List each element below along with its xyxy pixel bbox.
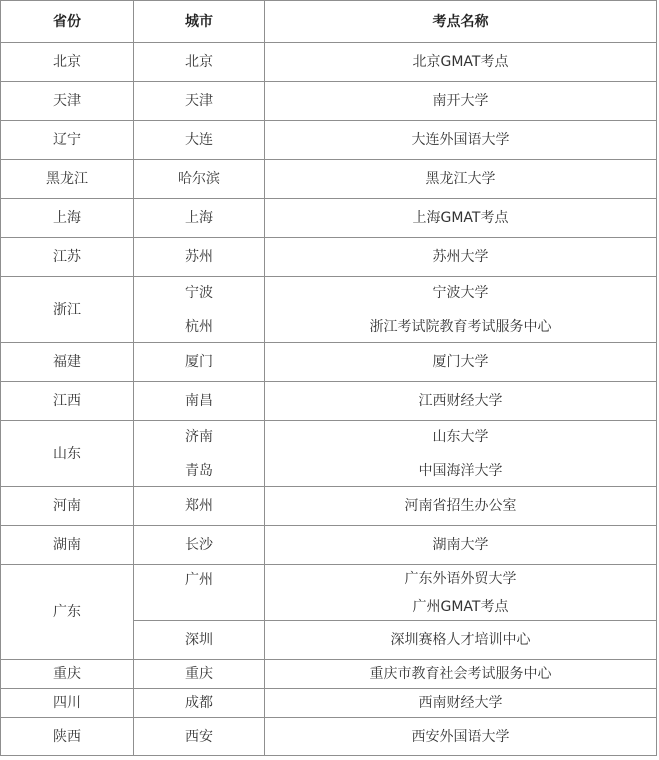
site-cell xyxy=(265,277,657,342)
province-cell: 江苏 xyxy=(1,238,134,276)
province-cell: 广东 xyxy=(1,565,134,659)
table-row xyxy=(1,160,657,199)
city-cell: 重庆 xyxy=(134,660,265,688)
table-row xyxy=(1,82,657,121)
site-entry: 广东外语外贸大学 xyxy=(404,570,517,587)
city-cell: 大连 xyxy=(134,121,265,159)
city-cell: 郑州 xyxy=(134,487,265,525)
province-cell: 湖南 xyxy=(1,526,134,564)
table-row xyxy=(1,718,657,756)
site-entry: 浙江考试院教育考试服务中心 xyxy=(369,318,552,335)
site-cell: 河南省招生办公室 xyxy=(265,487,657,525)
header-city: 城市 xyxy=(134,1,265,42)
city-cell: 深圳 xyxy=(134,621,265,659)
province-cell: 北京 xyxy=(1,43,134,81)
table-row xyxy=(1,43,657,82)
city-cell: 长沙 xyxy=(134,526,265,564)
city-cell: 天津 xyxy=(134,82,265,120)
table-row xyxy=(1,689,657,718)
site-cell: 西南财经大学 xyxy=(265,689,657,717)
site-cell: 厦门大学 xyxy=(265,343,657,381)
site-cell: 南开大学 xyxy=(265,82,657,120)
table-row xyxy=(1,199,657,238)
city-cell: 苏州 xyxy=(134,238,265,276)
table-header-row xyxy=(1,1,657,43)
table-row xyxy=(1,526,657,565)
table-row xyxy=(1,421,657,487)
table-row xyxy=(1,121,657,160)
site-entry: 中国海洋大学 xyxy=(418,462,503,479)
site-cell: 湖南大学 xyxy=(265,526,657,564)
city-cell: 成都 xyxy=(134,689,265,717)
site-entry: 宁波大学 xyxy=(432,284,489,301)
site-cell: 重庆市教育社会考试服务中心 xyxy=(265,660,657,688)
table-row xyxy=(1,238,657,277)
province-cell: 四川 xyxy=(1,689,134,717)
city-cell: 广州 xyxy=(134,565,265,620)
table-row xyxy=(1,277,657,343)
table-row xyxy=(1,565,657,660)
site-cell: 上海GMAT考点 xyxy=(265,199,657,237)
province-cell: 黑龙江 xyxy=(1,160,134,198)
city-cell: 上海 xyxy=(134,199,265,237)
site-cell xyxy=(265,421,657,486)
city-cell: 南昌 xyxy=(134,382,265,420)
city-cell xyxy=(134,421,265,486)
province-cell: 陕西 xyxy=(1,718,134,755)
province-cell: 上海 xyxy=(1,199,134,237)
city-cell: 北京 xyxy=(134,43,265,81)
table-row xyxy=(1,382,657,421)
city-entry: 青岛 xyxy=(185,462,213,479)
province-cell: 河南 xyxy=(1,487,134,525)
table-row xyxy=(1,487,657,526)
site-cell: 江西财经大学 xyxy=(265,382,657,420)
province-cell: 江西 xyxy=(1,382,134,420)
site-entry: 广州GMAT考点 xyxy=(412,598,509,615)
province-cell: 山东 xyxy=(1,421,134,486)
city-entry: 宁波 xyxy=(185,284,213,301)
site-cell: 黑龙江大学 xyxy=(265,160,657,198)
province-cell: 重庆 xyxy=(1,660,134,688)
table-row xyxy=(1,343,657,382)
site-entry: 山东大学 xyxy=(432,428,489,445)
site-cell xyxy=(265,565,657,620)
city-entry: 杭州 xyxy=(185,318,213,335)
province-cell: 辽宁 xyxy=(1,121,134,159)
city-cell: 西安 xyxy=(134,718,265,755)
city-entry: 济南 xyxy=(185,428,213,445)
table-row xyxy=(1,660,657,689)
site-cell: 深圳赛格人才培训中心 xyxy=(265,621,657,659)
city-cell xyxy=(134,277,265,342)
site-cell: 苏州大学 xyxy=(265,238,657,276)
site-cell: 西安外国语大学 xyxy=(265,718,657,755)
site-cell: 大连外国语大学 xyxy=(265,121,657,159)
header-site-name: 考点名称 xyxy=(265,1,657,42)
header-province: 省份 xyxy=(1,1,134,42)
province-cell: 浙江 xyxy=(1,277,134,342)
city-cell: 哈尔滨 xyxy=(134,160,265,198)
site-cell: 北京GMAT考点 xyxy=(265,43,657,81)
city-cell: 厦门 xyxy=(134,343,265,381)
province-cell: 天津 xyxy=(1,82,134,120)
province-cell: 福建 xyxy=(1,343,134,381)
